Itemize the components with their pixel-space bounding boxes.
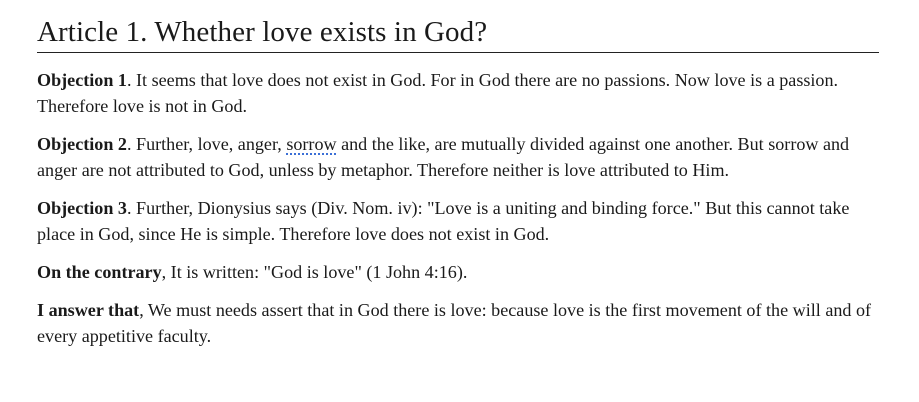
objection-2-text-after: and the like, are mutually divided against one another. But sorrow and anger are not attributed to God, unless by metaphor. Therefore neither is love attributed to Him. — [37, 134, 850, 180]
article-title: Article 1. Whether love exists in God? — [37, 14, 879, 53]
document-page — [37, 14, 879, 349]
answer-paragraph — [37, 297, 879, 349]
on-the-contrary-paragraph — [37, 259, 879, 285]
on-the-contrary-text: , It is written: "God is love" (1 John 4:16). — [161, 262, 468, 282]
objection-2-paragraph — [37, 131, 879, 183]
objection-2-label: Objection 2 — [37, 134, 127, 154]
objection-3-paragraph — [37, 195, 879, 247]
objection-3-text: . Further, Dionysius says (Div. Nom. iv): "Love is a uniting and binding force." But this cannot take place in God, since He is simple. Therefore love does not exist in God. — [37, 198, 850, 244]
on-the-contrary-label: On the contrary — [37, 262, 162, 282]
answer-label: I answer that — [37, 300, 140, 320]
objection-1-paragraph — [37, 67, 879, 119]
spellcheck-flagged-word[interactable]: sorrow — [286, 134, 337, 154]
objection-3-label: Objection 3 — [37, 198, 127, 218]
answer-text: , We must needs assert that in God there is love: because love is the first movement of the will and of every appetitive faculty. — [37, 300, 872, 346]
objection-1-text: . It seems that love does not exist in God. For in God there are no passions. Now love is a passion. Therefore love is not in God. — [37, 70, 839, 116]
objection-1-label: Objection 1 — [37, 70, 127, 90]
objection-2-text-before: . Further, love, anger, — [126, 134, 287, 154]
